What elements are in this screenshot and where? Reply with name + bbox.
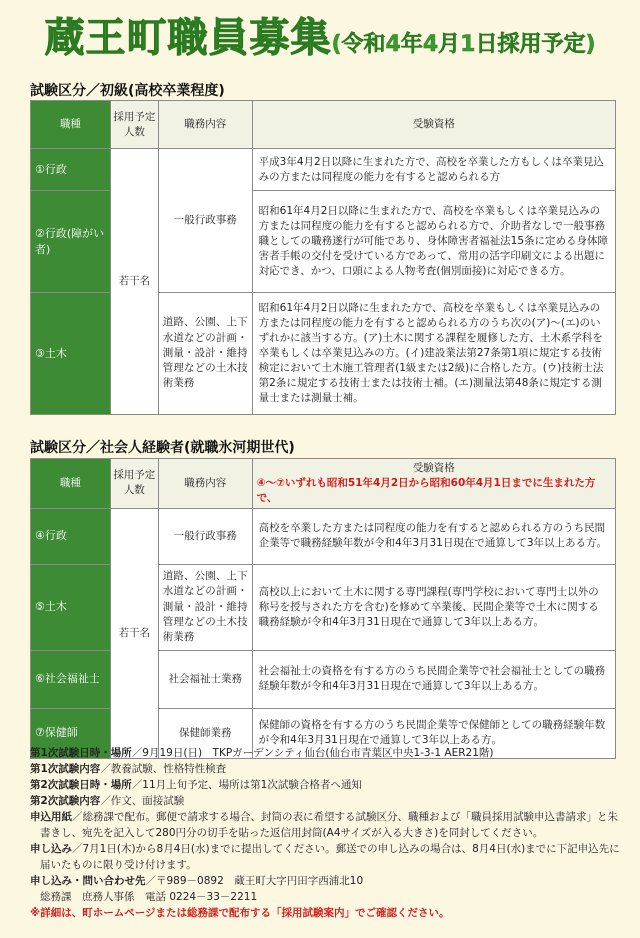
header-duty: 職務内容 xyxy=(158,101,252,149)
info-line xyxy=(30,874,620,890)
qualification-header-label: 受験資格 xyxy=(412,462,455,474)
row-duty: 保健師業務 xyxy=(158,708,252,758)
row-qualification: 昭和61年4月2日以降に生まれた方で、高校を卒業もしくは卒業見込みの方または同程度の能力を有すると認められる方のうち次の(ア)～(エ)のいずれかに該当する方。(ア)土木に関する課程を履修した方、土木系学科を卒業もしくは卒業見込みの方。(イ)建設業法第27条第1項に規定する技術検定において土木施工管理者(1級または2級)に合格した方。(ウ)技術士法第2条に規定する技術士または技術士補。(エ)測量法第48条に規定する測量士または測量士補。 xyxy=(252,293,615,415)
info-label: 第1次試験内容 xyxy=(30,762,101,775)
header-category: 職種 xyxy=(31,459,111,509)
info-label: 第2次試験日時・場所 xyxy=(30,778,132,791)
header-count: 採用予定人数 xyxy=(110,459,158,509)
row-qualification: 保健師の資格を有する方のうち民間企業等で保健師としての職務経験年数が令和4年3月31日現在で通算して3年以上ある方。 xyxy=(252,708,615,758)
section2-heading: 試験区分／社会人経験者(就職氷河期世代) xyxy=(30,440,295,456)
header-qualification: 受験資格 xyxy=(252,101,615,149)
qualification-age-note: ④～⑦いずれも昭和51年4月2日から昭和60年4月1日までに生まれた方で、 xyxy=(256,476,596,504)
section1-heading: 試験区分／初級(高校卒業程度) xyxy=(30,83,225,99)
row-duty: 社会福祉士業務 xyxy=(158,650,252,708)
info-text: ／〒989－0892 蔵王町大字円田字西浦北10 xyxy=(145,874,364,887)
row-category: ①行政 xyxy=(31,149,111,191)
recruit-count: 若干名 xyxy=(110,149,158,415)
row-duty: 道路、公園、上下水道などの計画・測量・設計・維持管理などの土木技術業務 xyxy=(158,564,252,650)
info-line xyxy=(30,842,620,874)
section2-table xyxy=(30,458,616,759)
info-text: ／11月上旬予定、場所は第1次試験合格者へ通知 xyxy=(131,778,362,791)
row-category: ③土木 xyxy=(31,293,111,415)
info-line xyxy=(30,762,620,778)
row-qualification: 平成3年4月2日以降に生まれた方で、高校を卒業した方もしくは卒業見込みの方または同程度の能力を有すると認められる方 xyxy=(252,149,615,191)
info-line xyxy=(30,810,620,842)
section1-table xyxy=(30,100,616,415)
row-category: ⑤土木 xyxy=(31,564,111,650)
row-category: ②行政(障がい者) xyxy=(31,191,111,293)
info-label: 申し込み xyxy=(30,842,72,855)
row-qualification: 高校以上において土木に関する専門課程(専門学校において専門士以外の称号を授与された方を含む)を修めて卒業後、民間企業等で土木に関する職務経験が令和4年3月31日現在で通算して3年以上ある方。 xyxy=(252,564,615,650)
info-label: 申し込み・問い合わせ先 xyxy=(30,874,146,887)
exam-info xyxy=(30,746,620,921)
info-text: ／教養試験、性格特性検査 xyxy=(100,762,227,775)
info-label: 申込用紙 xyxy=(30,810,72,823)
title-main: 蔵王町職員募集 xyxy=(44,15,332,61)
info-text: ／総務課で配布。郵便で請求する場合、封筒の表に希望する試験区分、職種および「職員採用試験申込書請求」と朱書きし、宛先を記入して280円分の切手を貼った返信用封筒(A4サイズが入る大きさ)を同封してください。 xyxy=(40,810,618,839)
row-category: ⑦保健師 xyxy=(31,708,111,758)
row-qualification: 社会福祉士の資格を有する方のうち民間企業等で社会福祉士としての職務経験年数が令和4年3月31日現在で通算して3年以上ある方。 xyxy=(252,650,615,708)
footer-note: ※詳細は、町ホームページまたは総務課で配布する「採用試験案内」でご確認ください。 xyxy=(30,906,450,919)
info-line xyxy=(30,794,620,810)
page-title xyxy=(0,6,640,66)
info-line xyxy=(30,778,620,794)
row-duty: 一般行政事務 xyxy=(158,149,252,293)
recruit-count: 若干名 xyxy=(110,508,158,758)
row-duty: 道路、公園、上下水道などの計画・測量・設計・維持管理などの土木技術業務 xyxy=(158,293,252,415)
info-line xyxy=(30,890,620,906)
row-qualification: 高校を卒業した方または同程度の能力を有すると認められる方のうち民間企業等で職務経験年数が令和4年3月31日現在で通算して3年以上ある方。 xyxy=(252,508,615,564)
header-duty: 職務内容 xyxy=(158,459,252,509)
info-text: 総務課 庶務人事係 電話 0224－33－2211 xyxy=(40,890,258,903)
title-sub: (令和4年4月1日採用予定) xyxy=(331,32,596,57)
header-count: 採用予定人数 xyxy=(110,101,158,149)
row-category: ⑥社会福祉士 xyxy=(31,650,111,708)
header-category: 職種 xyxy=(31,101,111,149)
info-label: 第1次試験日時・場所 xyxy=(30,747,132,759)
info-text: ／7月1日(木)から8月4日(水)までに提出してください。郵送での申し込みの場合は、8月4日(水)までに下記申込先に届いたものに限り受け付けます。 xyxy=(40,842,620,871)
row-category: ④行政 xyxy=(31,508,111,564)
info-line xyxy=(30,746,620,762)
info-text: ／作文、面接試験 xyxy=(100,794,185,807)
info-text: ／9月19日(日) TKPガーデンシティ仙台(仙台市青葉区中央1-3-1 AER21階) xyxy=(131,747,494,759)
info-label: 第2次試験内容 xyxy=(30,794,101,807)
row-duty: 一般行政事務 xyxy=(158,508,252,564)
header-qualification xyxy=(252,459,615,509)
row-qualification: 昭和61年4月2日以降に生まれた方で、高校を卒業もしくは卒業見込みの方または同程度の能力を有すると認められる方で、介助者なしで一般事務職としての職務遂行が可能であり、身体障害者福祉法15条に定める身体障害者手帳の交付を受けている方であって、常用の活字印刷文による出題に対応でき、かつ、口頭による人物考査(個別面接)に対応できる方。 xyxy=(252,191,615,293)
